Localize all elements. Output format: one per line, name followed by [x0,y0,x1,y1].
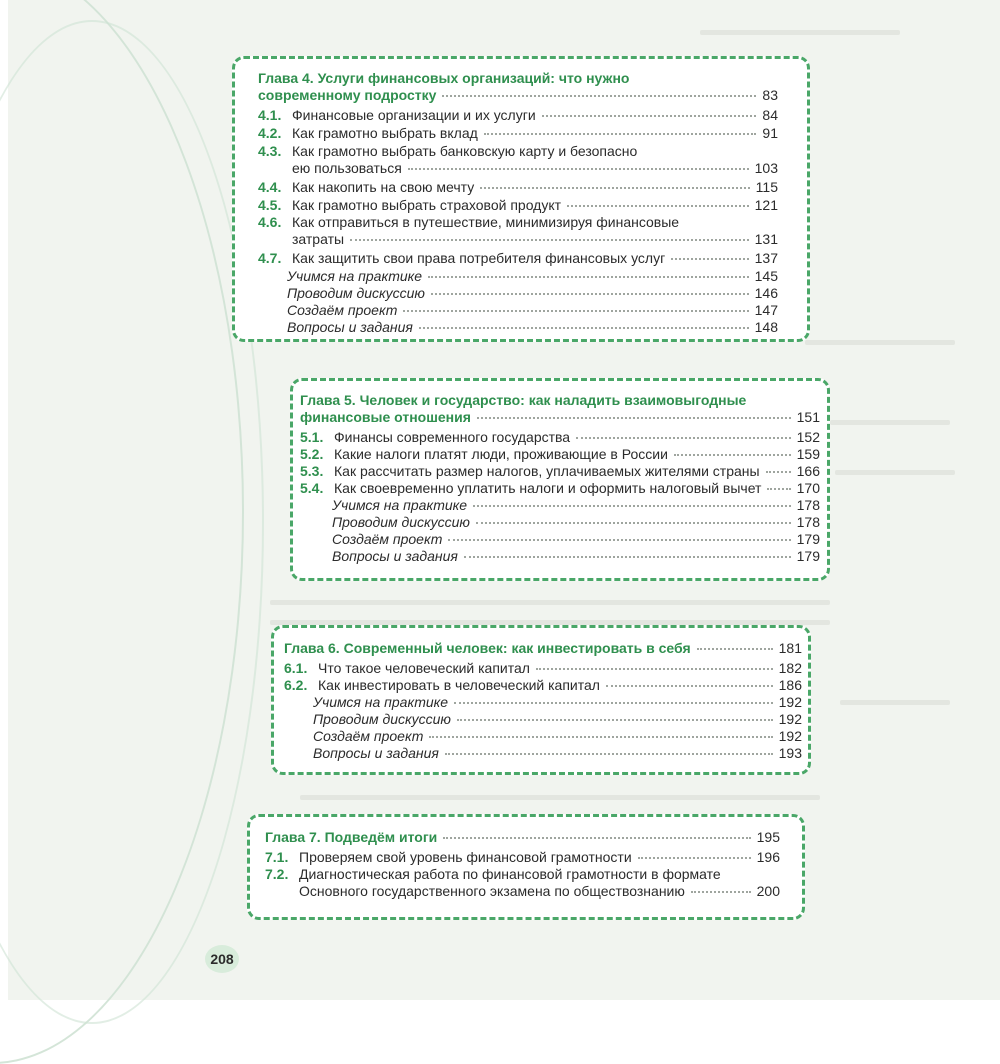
dot-leader [473,505,791,507]
bleed-through-line [700,30,900,35]
toc-extra-project[interactable] [313,728,802,745]
toc-extra-questions[interactable] [313,745,802,762]
toc-entry-4-6[interactable] [258,214,778,231]
section-page: 182 [778,660,802,676]
toc-extra-discussion[interactable] [313,711,802,728]
bleed-through-line [830,420,950,425]
section-page: 121 [754,197,778,213]
dot-leader [350,239,749,241]
extra-title: Проводим дискуссию [332,514,470,530]
section-title: Финансовые организации и их услуги [292,107,536,123]
extra-title: Учимся на практике [313,694,449,710]
chapter-6-page: 181 [778,640,802,656]
toc-entry-4-7[interactable] [258,250,778,267]
extra-page: 192 [778,694,802,710]
section-title-continued: ею пользоваться [292,160,402,176]
extra-title: Вопросы и задания [313,745,439,761]
extra-page: 178 [796,514,820,530]
extra-title: Создаём проект [313,728,424,744]
toc-extra-project[interactable] [332,531,820,548]
toc-extra-practice[interactable] [332,497,820,514]
toc-entry-4-2[interactable] [258,125,778,142]
chapter-5-heading-row [300,409,820,426]
dot-leader [403,310,748,312]
dot-leader [429,736,772,738]
dot-leader [442,95,756,97]
section-title: Как отправиться в путешествие, минимизируя финансовые [292,214,680,230]
extra-page: 193 [778,745,802,761]
section-title: Как грамотно выбрать страховой продукт [292,197,562,213]
extra-title: Учимся на практике [287,268,423,284]
dot-leader [443,837,750,839]
toc-extra-questions[interactable] [287,319,778,336]
dot-leader [454,702,773,704]
toc-entry-5-4[interactable] [300,480,820,497]
chapter-7-heading-row [265,829,780,846]
section-number: 4.7. [258,250,282,266]
dot-leader [766,471,791,473]
bleed-through-line [300,795,820,800]
dot-leader [576,437,791,439]
chapter-4-heading-continued: современному подростку [258,87,437,103]
section-number: 5.2. [300,446,324,462]
toc-entry-5-1[interactable] [300,429,820,446]
section-page: 196 [756,849,780,865]
chapter-4-heading-row [258,87,778,104]
section-number: 7.2. [265,866,289,882]
toc-entry-4-4[interactable] [258,179,778,196]
section-title-continued: Основного государственного экзамена по обществознанию [299,883,685,899]
section-page: 131 [754,231,778,247]
section-title: Как рассчитать размер налогов, уплачиваемых жителями страны [334,463,760,479]
section-page: 91 [762,125,778,141]
section-number: 6.2. [284,677,308,693]
bleed-through-line [270,600,830,605]
dot-leader [606,685,773,687]
dot-leader [691,891,751,893]
extra-title: Вопросы и задания [287,319,413,335]
section-page: 84 [762,107,778,123]
toc-entry-5-2[interactable] [300,446,820,463]
dot-leader [697,648,773,650]
dot-leader [536,668,773,670]
bleed-through-line [835,470,955,475]
toc-entry-4-6-continued[interactable] [292,231,778,248]
dot-leader [480,187,749,189]
section-title: Диагностическая работа по финансовой грамотности в формате [299,866,721,882]
section-number: 5.1. [300,429,324,445]
dot-leader [464,556,791,558]
dot-leader [408,168,749,170]
section-title: Финансы современного государства [334,429,571,445]
section-page: 115 [755,179,778,195]
section-number: 4.4. [258,179,282,195]
toc-entry-7-2-continued[interactable] [299,883,780,900]
section-title: Проверяем свой уровень финансовой грамотности [299,849,632,865]
background-circle-decoration [0,20,264,1024]
chapter-6-heading: Глава 6. Современный человек: как инвестировать в себя [284,640,691,656]
section-title: Как своевременно уплатить налоги и оформить налоговый вычет [334,480,762,496]
section-title: Как грамотно выбрать банковскую карту и безопасно [292,143,638,159]
dot-leader [674,454,791,456]
section-number: 5.3. [300,463,324,479]
section-title: Как инвестировать в человеческий капитал [318,677,600,693]
bleed-through-line [805,340,955,345]
toc-extra-discussion[interactable] [332,514,820,531]
toc-extra-questions[interactable] [332,548,820,565]
extra-page: 146 [754,285,778,301]
toc-extra-discussion[interactable] [287,285,778,302]
extra-title: Проводим дискуссию [313,711,451,727]
toc-extra-practice[interactable] [313,694,802,711]
section-page: 137 [754,250,778,266]
extra-title: Учимся на практике [332,497,468,513]
section-title: Как накопить на свою мечту [292,179,475,195]
chapter-4-page: 83 [762,87,778,103]
extra-title: Проводим дискуссию [287,285,425,301]
section-title: Как грамотно выбрать вклад [292,125,478,141]
extra-page: 145 [754,268,778,284]
bleed-through-line [840,700,950,705]
chapter-7-heading: Глава 7. Подведём итоги [265,829,438,845]
extra-page: 192 [778,711,802,727]
extra-page: 179 [796,531,820,547]
section-page: 103 [754,160,778,176]
extra-title: Вопросы и задания [332,548,458,564]
toc-entry-4-3[interactable] [258,143,778,160]
section-number: 4.6. [258,214,282,230]
chapter-6-heading-row [284,640,802,657]
toc-entry-7-1[interactable] [265,849,780,866]
section-number: 4.1. [258,107,282,123]
dot-leader [542,115,757,117]
dot-leader [671,258,748,260]
section-number: 4.3. [258,143,282,159]
section-page: 186 [778,677,802,693]
section-page: 159 [796,446,820,462]
section-page: 166 [796,463,820,479]
chapter-5-page: 151 [796,409,820,425]
section-number: 4.5. [258,197,282,213]
extra-page: 147 [754,302,778,318]
dot-leader [477,417,791,419]
extra-title: Создаём проект [332,531,443,547]
extra-title: Создаём проект [287,302,398,318]
section-page: 170 [796,480,820,496]
extra-page: 148 [754,319,778,335]
toc-entry-5-3[interactable] [300,463,820,480]
chapter-4-heading: Глава 4. Услуги финансовых организаций: что нужно [258,70,630,86]
toc-entry-6-2[interactable] [284,677,802,694]
dot-leader [638,857,751,859]
chapter-7-page: 195 [756,829,780,845]
dot-leader [476,522,791,524]
page-number: 208 [205,945,239,973]
dot-leader [567,205,749,207]
section-title-continued: затраты [292,231,345,247]
toc-extra-practice[interactable] [287,268,778,285]
section-number: 5.4. [300,480,324,496]
dot-leader [419,327,749,329]
toc-entry-4-5[interactable] [258,197,778,214]
section-title: Как защитить свои права потребителя финансовых услуг [292,250,666,266]
toc-entry-6-1[interactable] [284,660,802,677]
toc-extra-project[interactable] [287,302,778,319]
toc-entry-7-2[interactable] [265,866,780,883]
extra-page: 178 [796,497,820,513]
section-number: 4.2. [258,125,282,141]
section-number: 7.1. [265,849,289,865]
dot-leader [767,488,790,490]
dot-leader [484,133,757,135]
section-number: 6.1. [284,660,308,676]
section-page: 152 [796,429,820,445]
dot-leader [457,719,773,721]
dot-leader [431,293,749,295]
section-title: Что такое человеческий капитал [318,660,530,676]
section-page: 200 [756,883,780,899]
chapter-5-heading-continued: финансовые отношения [300,409,471,425]
dot-leader [428,276,749,278]
section-title: Какие налоги платят люди, проживающие в России [334,446,668,462]
toc-entry-4-1[interactable] [258,107,778,124]
toc-entry-4-3-continued[interactable] [292,160,778,177]
extra-page: 192 [778,728,802,744]
dot-leader [448,539,790,541]
chapter-5-heading: Глава 5. Человек и государство: как наладить взаимовыгодные [300,392,747,408]
dot-leader [445,753,773,755]
extra-page: 179 [796,548,820,564]
